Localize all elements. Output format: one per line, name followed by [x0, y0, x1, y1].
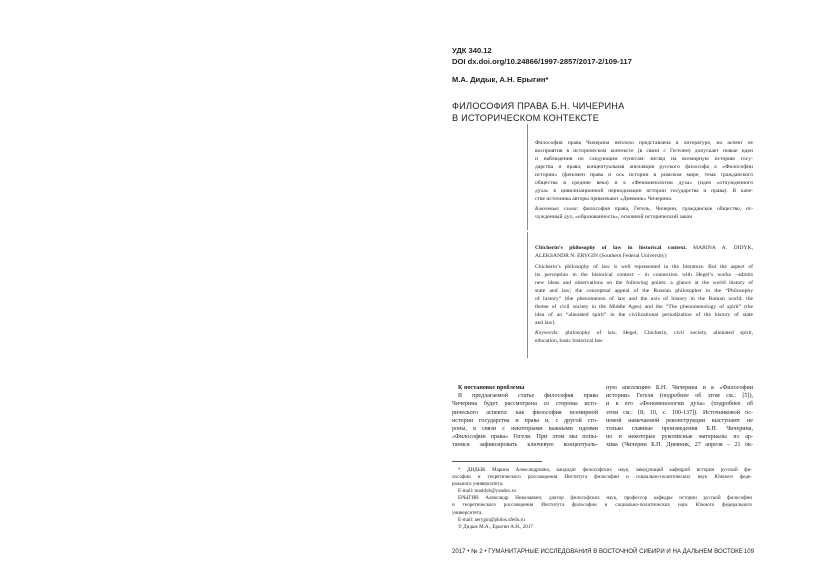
abstract-ru-line: дарства и права; концептуальная апелляция русского философа к «Философии: [535, 164, 753, 170]
footnote-line: * ДИДЫК Марина Александровна, кандидат философских наук, заведующий кафедрой истории русской фи-: [458, 467, 752, 473]
abstract-en-line: state and law; the conceptual appeal of the Russian philosopher to the “Philosophy: [535, 288, 753, 294]
footnote-line: университета.: [452, 509, 483, 516]
body-column-2: [606, 384, 753, 450]
abstract-ru-line: общества в средние века) и к «Феноменологии духа» (идея «отчужденного: [535, 180, 753, 186]
abstract-en-rule: [527, 232, 528, 358]
keywords-en-text: philosophy of law, Hegel, Chicherin, civil society, alienated spirit,: [559, 330, 753, 336]
abstract-ru-line: и наблюдения по следующим пунктам: взгляд на всемирную историю госу-: [535, 156, 753, 162]
running-footer: [452, 548, 754, 555]
body-line: только главные произведения Б.Н. Чичерина,: [606, 426, 753, 433]
body-line: истории государства и права и, с другой сто-: [452, 417, 598, 424]
keywords-ru-text: чужденный дух, «образованность», основной исторический закон: [535, 214, 693, 220]
abstract-ru-rule: [527, 124, 528, 230]
body-line: этом см.: [8; 10, с. 100-137]). Источниковой ос-: [606, 409, 753, 416]
article-title: [452, 101, 624, 124]
title-line-2: В ИСТОРИЧЕСКОМ КОНТЕКСТЕ: [452, 112, 600, 123]
udk-code: УДК 340.12: [452, 46, 492, 55]
keywords-ru: [535, 205, 753, 213]
keywords-en-label: Keywords:: [535, 330, 560, 336]
body-column-1: [452, 384, 598, 450]
keywords-en: [535, 329, 753, 337]
abstract-en-line: its perception in the historical context – in connection with Hegel’s works –admits: [535, 272, 753, 278]
keywords-ru-label: Ключевые слова:: [535, 206, 579, 212]
body-line: Чичерина будет рассмотрена со стороны исто-: [452, 401, 598, 408]
abstract-en-authors: MARINA A. DIDYK,: [686, 245, 754, 251]
abstract-en-affiliation: ALEKSANDR N. ERYGIN (Southern Federal University): [535, 253, 667, 259]
footnote-separator: [452, 461, 542, 462]
body-line: роны, в связи с некоторыми важными идеями: [452, 426, 598, 433]
abstract-en-line: new ideas and observations on the following points: a glance at the world history of: [535, 280, 753, 286]
page-number: 109: [743, 548, 754, 555]
footnote-line: и теоретического россоведения Института философии и социально-политических наук Южного федерального: [452, 502, 752, 509]
footnote-line: ЕРЫГИН Александр Николаевич, доктор философских наук, профессор кафедры истории русской философии: [458, 495, 752, 502]
body-line: истории» Гегеля (подробнее об этом см.: [5]),: [606, 393, 753, 400]
footnotes: [452, 467, 752, 531]
abstract-en-title-bold: Chicherin’s philosophy of law in historical context.: [535, 245, 687, 251]
article-identifiers: [452, 46, 632, 67]
footnote-email: E-mail: maddyk@yandex.ru: [458, 488, 516, 495]
footnote-email: E-mail: aerygin@philos.sfedu.ru: [458, 516, 525, 523]
body-line: таемся зафиксировать ключевую концептуаль-: [452, 442, 598, 449]
abstract-ru-line: стве источника авторы привлекают «Дневник» Чичерина.: [535, 196, 673, 202]
body-line: новой намечаемой реконструкции выступают не: [606, 417, 753, 424]
body-line: но и некоторые рукописные материалы из ар-: [606, 434, 753, 441]
body-line: В предлагаемой статье философия права: [458, 393, 598, 400]
title-line-1: ФИЛОСОФИЯ ПРАВА Б.Н. ЧИЧЕРИНА: [452, 101, 625, 111]
abstract-en: [535, 244, 753, 345]
abstract-en-title: [535, 244, 753, 252]
abstract-en-line: idea of an “alienated spirit” in the civilizational periodization of the history of state: [535, 312, 753, 318]
abstract-ru: [535, 139, 753, 221]
keywords-en-text: education, basic historical law: [535, 338, 603, 344]
section-heading: К постановке проблемы: [458, 385, 525, 391]
abstract-en-line: theme of civil society in the Middle Ages) and the “The phenomenology of spirit” (the: [535, 304, 753, 310]
abstract-ru-line: духа» в цивилизационной периодизации истории государства и права). В каче-: [535, 188, 753, 194]
abstract-en-line: of history” (the phenomenon of law and the axis of history in the Roman world, the: [535, 296, 753, 302]
keywords-ru-text: философия права, Гегель, Чичерин, гражданское общество, от-: [578, 206, 753, 212]
body-line: ную апелляцию Б.Н. Чичерина и к «Философии: [606, 385, 753, 391]
abstract-en-line: Chicherin’s philosophy of law is well represented in the literature. But the aspect of: [535, 264, 753, 270]
authors: М.А. Дидык, А.Н. Ерыгин*: [452, 75, 549, 84]
copyright: © Дидык М.А., Ерыгин А.Н., 2017: [458, 523, 533, 530]
footnote-line: рального университета.: [452, 481, 504, 488]
journal-name: 2017 • № 2 • ГУМАНИТАРНЫЕ ИССЛЕДОВАНИЯ В ВОСТОЧНОЙ СИБИРИ И НА ДАЛЬНЕМ ВОСТОКЕ: [452, 548, 743, 555]
body-line: и к его «Феноменологии духа» (подробнее об: [606, 401, 753, 408]
body-line: хива (Чичерин Б.Н. Дневник, 27 апреля – 21 ок-: [606, 442, 753, 449]
abstract-ru-line: Философия права Чичерина неплохо представлена в литературе, но аспект ее: [535, 140, 753, 146]
doi: DOI dx.doi.org/10.24866/1997-2857/2017-2/109-117: [452, 56, 632, 66]
footnote-line: лософии и теоретического россоведения Института философии и социально-политических наук Южного феде-: [452, 474, 752, 481]
abstract-ru-line: восприятия в историческом контексте (в связи с Гегелем) допускает новые идеи: [535, 148, 753, 154]
abstract-ru-line: истории» (феномен права и ось истории в римском мире, тема гражданского: [535, 172, 753, 178]
body-line: рического аспекта: как философия всемирной: [452, 409, 598, 416]
body-line: «Философии права» Гегеля. При этом мы попы-: [452, 434, 598, 441]
abstract-en-line: and law).: [535, 320, 556, 326]
